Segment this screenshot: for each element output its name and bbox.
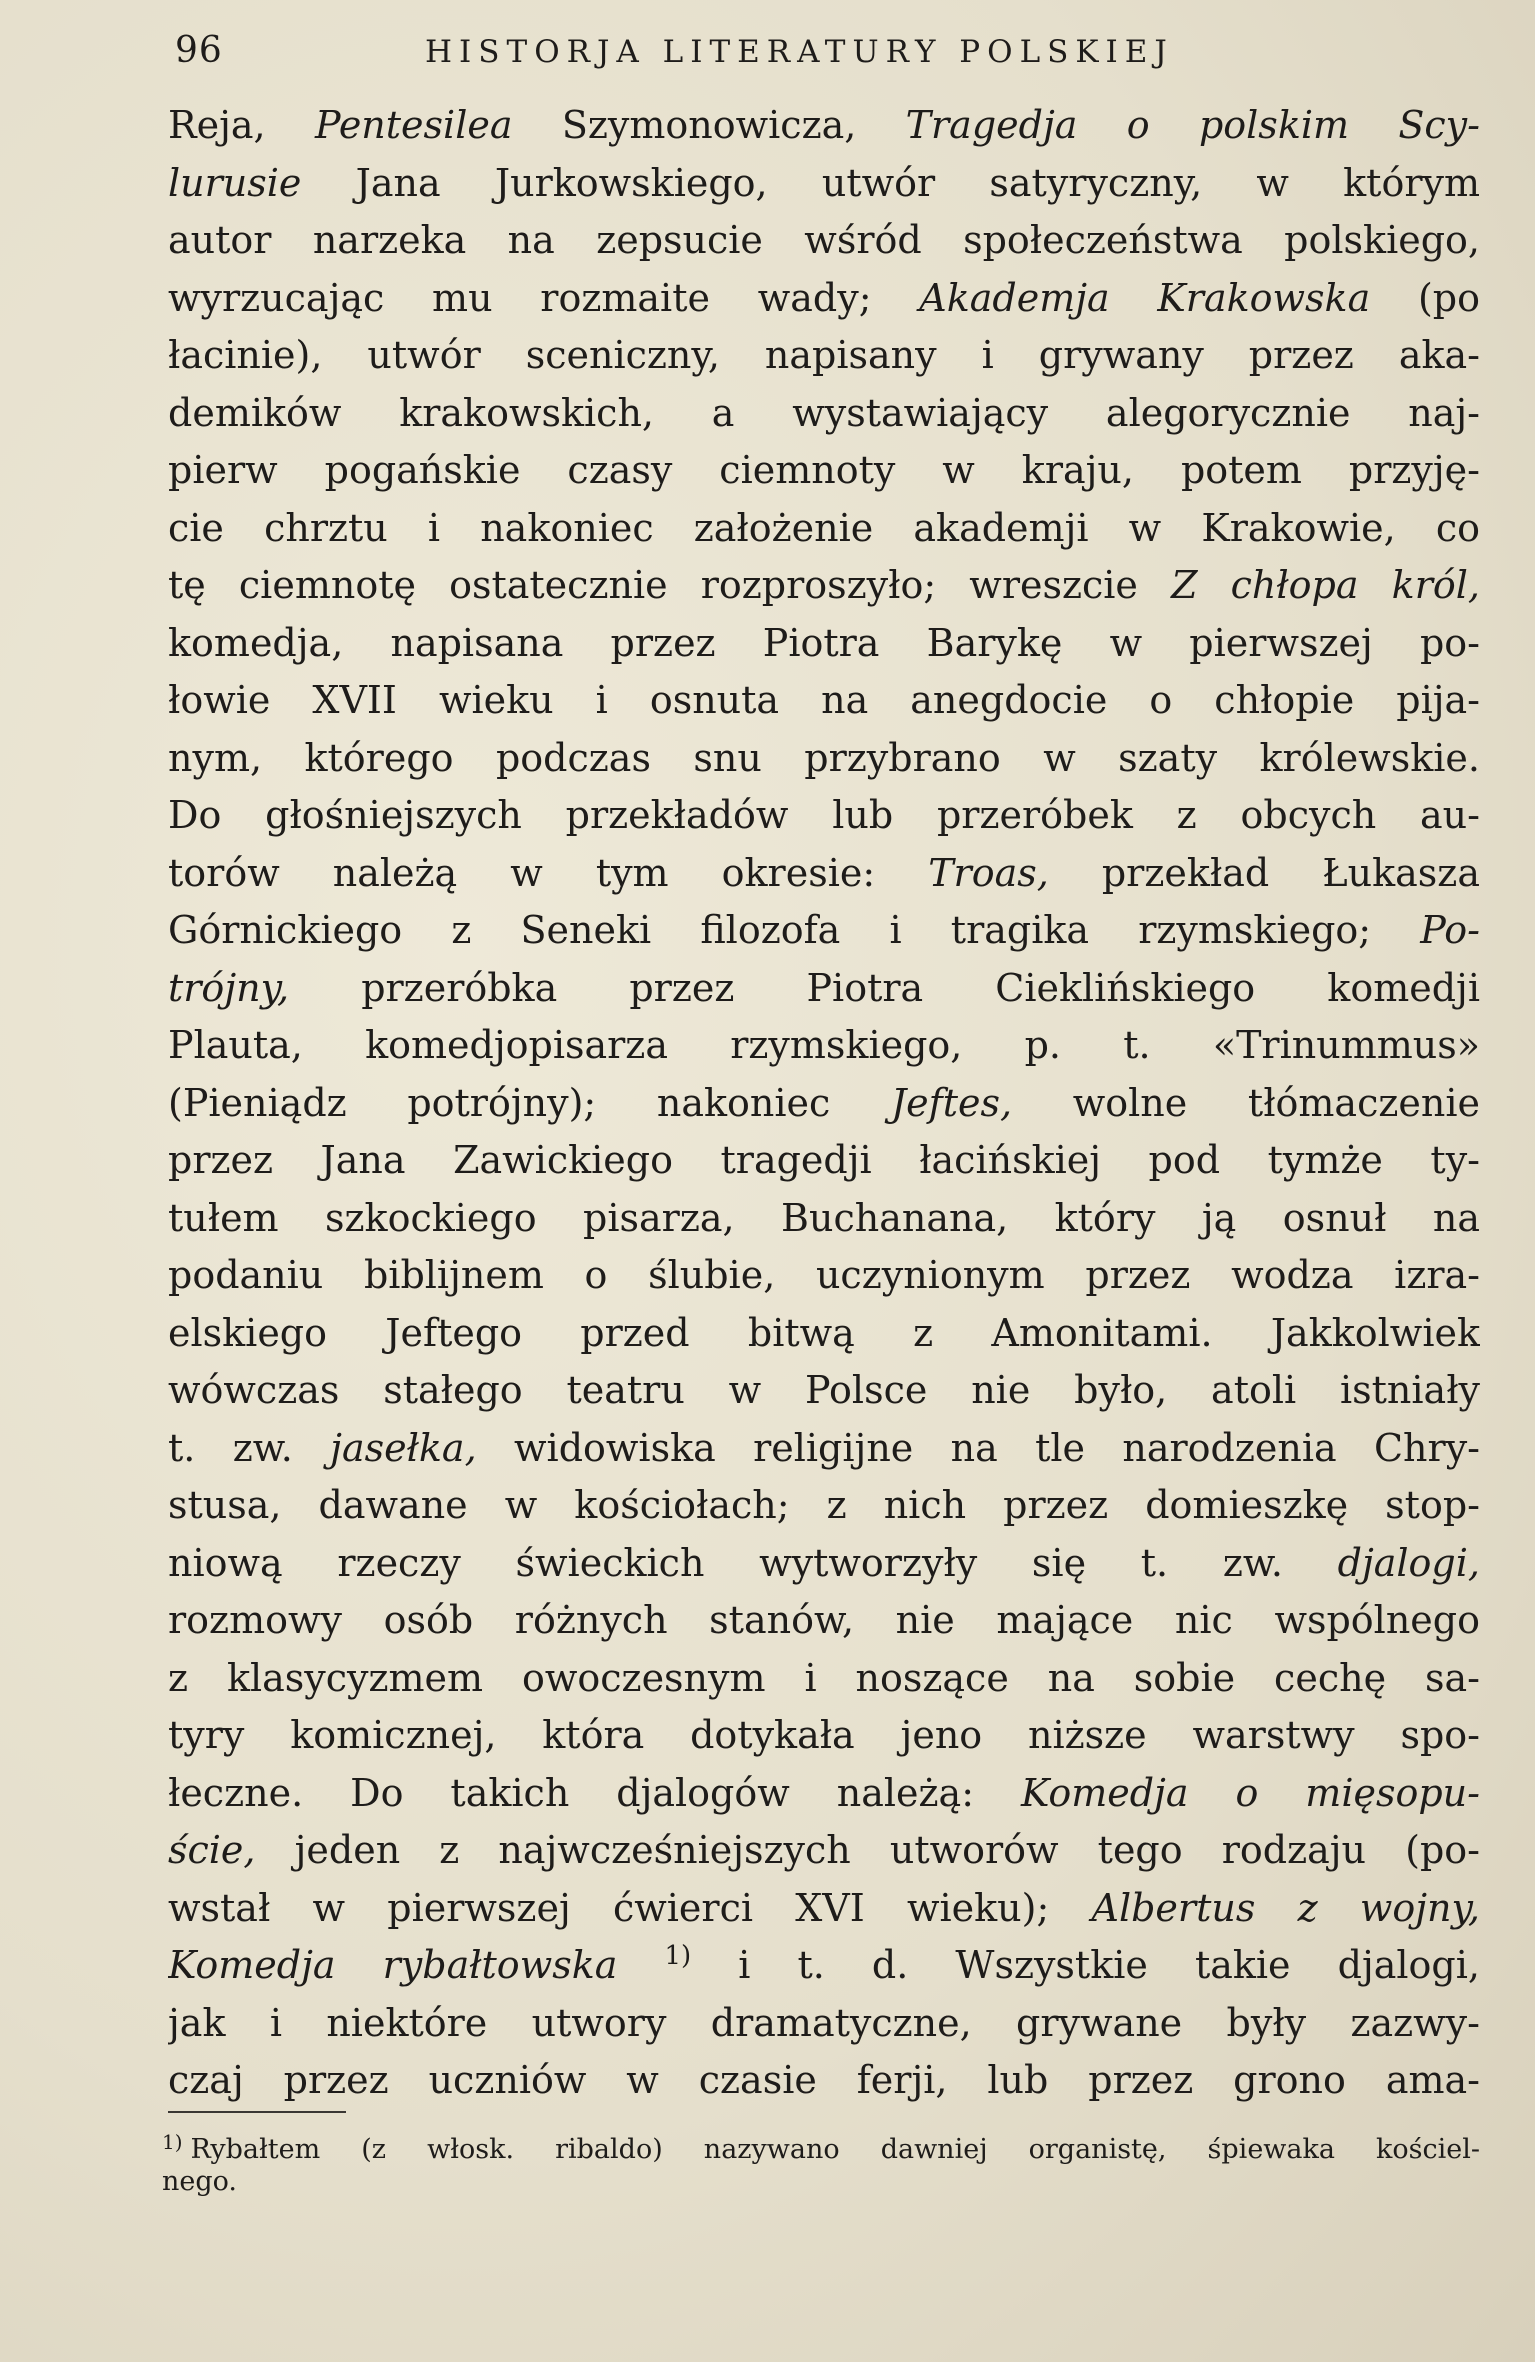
footnote-line (162, 2130, 1480, 2166)
text-line (168, 1650, 1480, 1708)
italic-title: ście, (168, 1828, 256, 1872)
text-line (168, 672, 1480, 730)
text-line (168, 270, 1480, 328)
italic-title: Albertus z wojny, (1091, 1885, 1480, 1930)
text-run: komedja, napisana przez Piotra Barykę w pierwszej po- (168, 620, 1480, 665)
text-run: z klasycyzmem owoczesnym i noszące na sobie cechę sa- (168, 1655, 1480, 1700)
text-run: przez Jana Zawickiego tragedji łacińskiej pod tymże ty- (168, 1138, 1480, 1182)
text-line (168, 1822, 1480, 1880)
text-line (168, 1535, 1480, 1593)
footnote-reference: 1) (664, 1941, 692, 1971)
italic-title: Komedja o mięsopu- (1020, 1770, 1480, 1815)
text-run: Reja, (168, 103, 315, 147)
text-run: łowie XVII wieku i osnuta na anegdocie o chłopie pija- (168, 678, 1480, 722)
text-line (168, 1477, 1480, 1535)
text-run: torów należą w tym okresie: (168, 850, 929, 895)
text-run: autor narzeka na zepsucie wśród społeczeństwa polskiego, (168, 218, 1480, 262)
text-line (168, 1132, 1480, 1190)
text-line (168, 1017, 1480, 1075)
text-line (168, 1075, 1480, 1133)
text-run: łeczne. Do takich djalogów należą: (168, 1770, 1021, 1815)
italic-title: Z chłopa król, (1171, 563, 1480, 607)
footnote-text: nego. (162, 2166, 238, 2197)
text-line (168, 1190, 1480, 1248)
italic-title: Jeftes, (890, 1080, 1013, 1125)
text-line (168, 845, 1480, 903)
text-line (168, 97, 1480, 155)
text-line (168, 1937, 1480, 1995)
text-line (168, 500, 1480, 558)
text-run: i t. d. Wszystkie takie djalogi, (691, 1943, 1480, 1987)
text-line (168, 902, 1480, 960)
text-line (168, 960, 1480, 1018)
text-run: stusa, dawane w kościołach; z nich przez domieszkę stop- (168, 1483, 1480, 1527)
italic-title: djalogi, (1337, 1540, 1480, 1585)
italic-title: Pentesilea (314, 103, 513, 147)
italic-title: trójny, (168, 965, 290, 1010)
text-run: widowiska religijne na tle narodzenia Chry- (476, 1425, 1480, 1470)
italic-title: Tragedja o polskim Scy- (905, 103, 1480, 147)
text-run: nym, którego podczas snu przybrano w szaty królewskie. (168, 735, 1480, 780)
text-line (168, 557, 1480, 615)
text-line (168, 1362, 1480, 1420)
text-line (168, 1707, 1480, 1765)
text-line (168, 385, 1480, 443)
text-line (168, 327, 1480, 385)
page-number: 96 (175, 30, 223, 71)
text-run (617, 1943, 664, 1987)
text-run: przekład Łukasza (1048, 850, 1480, 895)
page-header (175, 30, 1495, 80)
text-line (168, 442, 1480, 500)
text-run: wówczas stałego teatru w Polsce nie było, atoli istniały (168, 1368, 1480, 1412)
text-line (168, 787, 1480, 845)
text-run: Plauta, komedjopisarza rzymskiego, p. t. «Trinummus» (168, 1023, 1480, 1067)
footnote-rule (168, 2111, 346, 2113)
body-text (168, 97, 1480, 2110)
text-line (168, 1880, 1480, 1938)
text-run: Górnickiego z Seneki filozofa i tragika rzymskiego; (168, 908, 1421, 952)
text-run: Jana Jurkowskiego, utwór satyryczny, w którym (301, 160, 1480, 205)
text-line (168, 155, 1480, 213)
italic-title: Komedja rybałtowska (168, 1943, 618, 1987)
text-run: niową rzeczy świeckich wytworzyły się t. zw. (168, 1540, 1338, 1585)
text-run: podaniu biblijnem o ślubie, uczynionym przez wodza izra- (168, 1253, 1480, 1297)
italic-title: lurusie (168, 160, 302, 205)
text-run: łacinie), utwór sceniczny, napisany i grywany przez aka- (168, 333, 1480, 377)
running-title: HISTORJA LITERATURY POLSKIEJ (425, 34, 1174, 70)
text-run: demików krakowskich, a wystawiający alegorycznie naj- (168, 390, 1480, 435)
text-line (168, 730, 1480, 788)
footnote-mark: 1) (162, 2130, 183, 2154)
text-run: tułem szkockiego pisarza, Buchanana, który ją osnuł na (168, 1195, 1480, 1240)
text-run: wyrzucając mu rozmaite wady; (168, 275, 920, 320)
text-line (168, 1995, 1480, 2053)
text-run: (Pieniądz potrójny); nakoniec (168, 1080, 891, 1125)
italic-title: jasełka, (330, 1425, 477, 1470)
text-run: wstał w pierwszej ćwierci XVI wieku); (168, 1885, 1092, 1930)
text-run: rozmowy osób różnych stanów, nie mające nic wspólnego (168, 1598, 1480, 1642)
text-line (168, 1592, 1480, 1650)
text-line (168, 1420, 1480, 1478)
text-line (168, 1247, 1480, 1305)
text-line (168, 1305, 1480, 1363)
text-run: tyry komicznej, która dotykała jeno niższe warstwy spo- (168, 1713, 1480, 1757)
text-run: Szymonowicza, (512, 103, 906, 147)
text-line (168, 212, 1480, 270)
text-run: przeróbka przez Piotra Cieklińskiego komedji (289, 965, 1480, 1010)
text-run: tę ciemnotę ostatecznie rozproszyło; wreszcie (168, 563, 1172, 607)
footnotes (162, 2130, 1480, 2198)
footnote-line (162, 2166, 1480, 2198)
text-run: (po (1370, 275, 1480, 320)
text-run: wolne tłómaczenie (1012, 1080, 1480, 1125)
text-run: jak i niektóre utwory dramatyczne, grywane były zazwy- (168, 2000, 1480, 2045)
italic-title: Po- (1420, 908, 1480, 952)
text-run: pierw pogańskie czasy ciemnoty w kraju, potem przyję- (168, 448, 1480, 492)
italic-title: Troas, (928, 850, 1049, 895)
text-run: elskiego Jeftego przed bitwą z Amonitami. Jakkolwiek (168, 1310, 1480, 1355)
text-line (168, 2052, 1480, 2110)
text-line (168, 615, 1480, 673)
text-run: cie chrztu i nakoniec założenie akademji w Krakowie, co (168, 505, 1480, 550)
text-run: t. zw. (168, 1425, 331, 1470)
text-run: Do głośniejszych przekładów lub przeróbek z obcych au- (168, 793, 1480, 837)
text-run: jeden z najwcześniejszych utworów tego rodzaju (po- (255, 1828, 1480, 1872)
text-line (168, 1765, 1480, 1823)
italic-title: Akademja Krakowska (919, 275, 1371, 320)
text-run: czaj przez uczniów w czasie ferji, lub przez grono ama- (168, 2058, 1480, 2102)
footnote-text: Rybałtem (z włosk. ribaldo) nazywano dawniej organistę, śpiewaka kościel- (190, 2134, 1480, 2165)
